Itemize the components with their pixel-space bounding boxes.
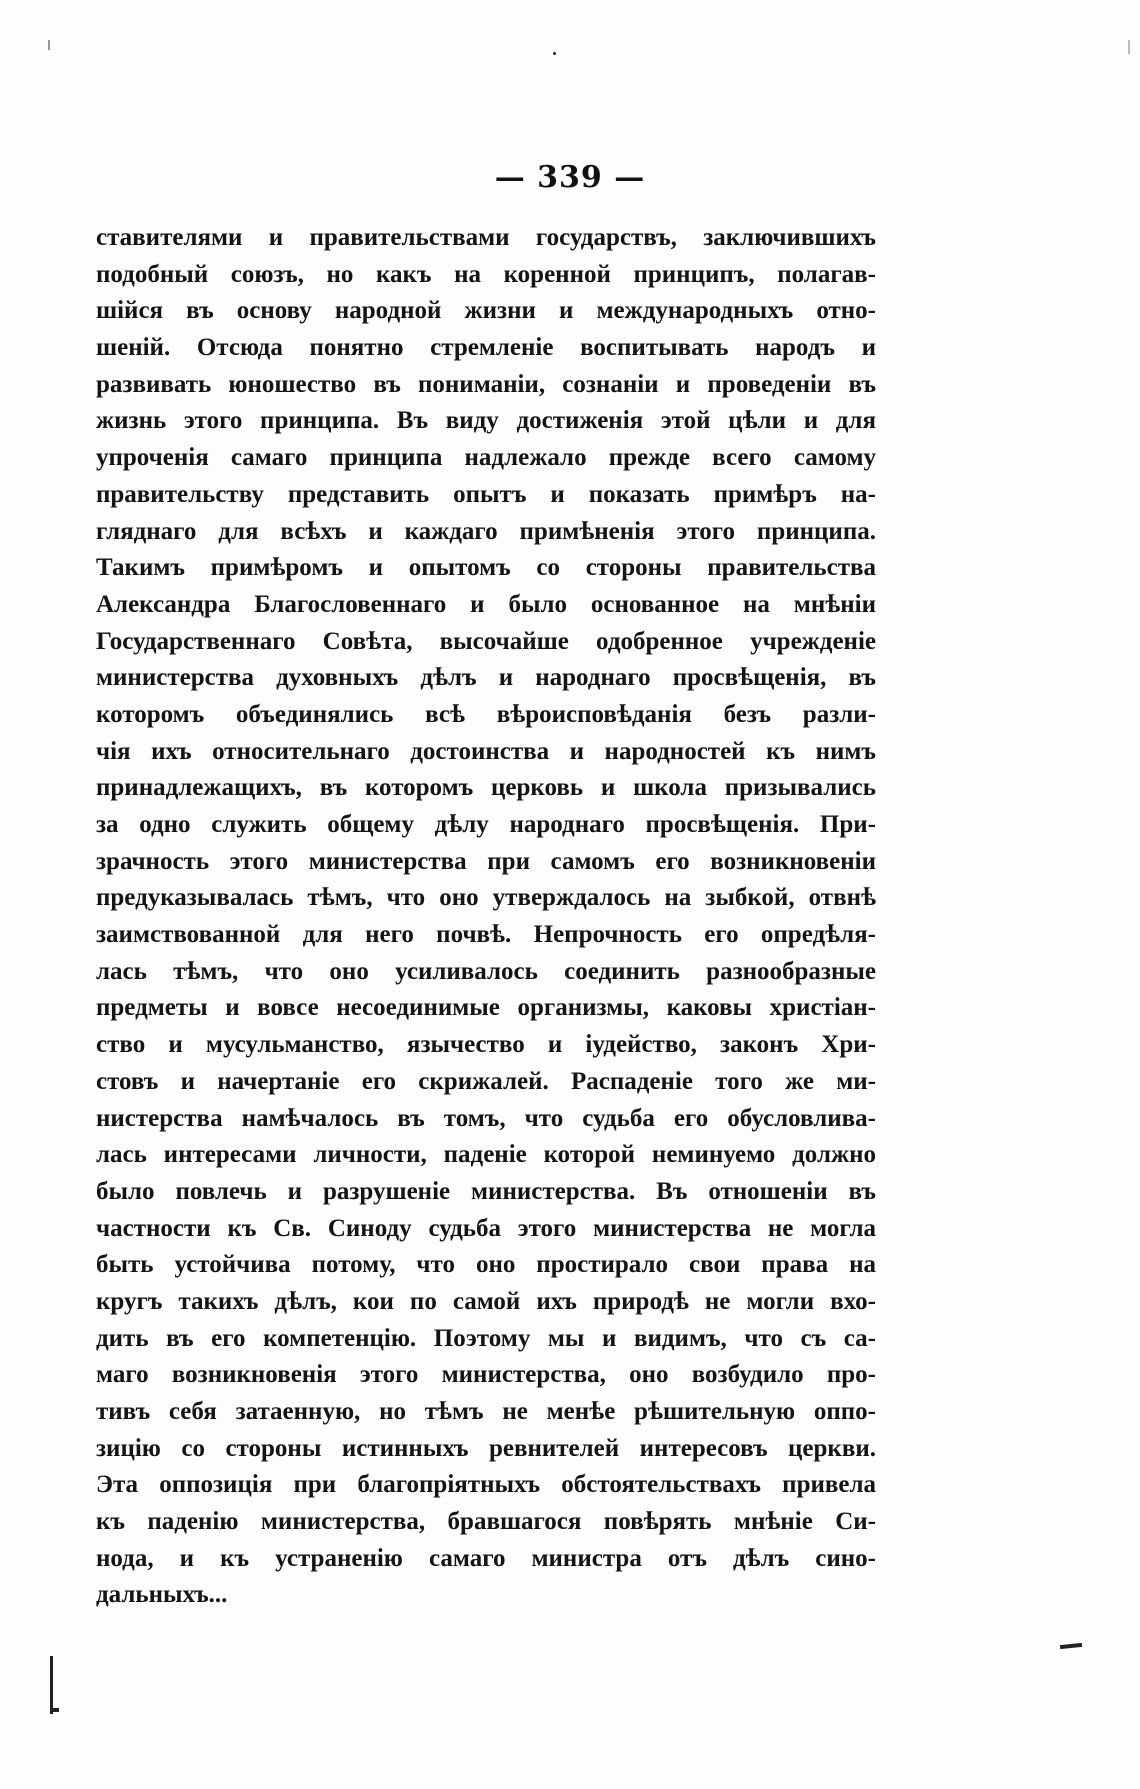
text-line: маго возникновенія этого министерства, оно возбудило про- — [96, 1361, 876, 1389]
text-line: лась тѣмъ, что оно усиливалось соединить разнообразные — [96, 957, 876, 985]
text-line: Такимъ примѣромъ и опытомъ со стороны правительства — [96, 554, 876, 582]
text-line: развивать юношество въ пониманіи, сознаніи и проведеніи въ — [96, 370, 876, 398]
text-line: заимствованной для него почвѣ. Непрочность его опредѣля- — [96, 921, 876, 949]
text-line: шійся въ основу народной жизни и международныхъ отно- — [96, 297, 876, 325]
body-text — [96, 220, 876, 1614]
scan-mark — [50, 1656, 53, 1714]
text-line: зицію со стороны истинныхъ ревнителей интересовъ церкви. — [96, 1434, 876, 1462]
text-line: подобный союзъ, но какъ на коренной принципъ, полагав- — [96, 260, 876, 288]
text-line: Государственнаго Совѣта, высочайше одобренное учрежденіе — [96, 627, 876, 655]
text-line: дить въ его компетенцію. Поэтому мы и видимъ, что съ са- — [96, 1324, 876, 1352]
text-line: Александра Благословеннаго и было основанное на мнѣніи — [96, 590, 876, 618]
text-line: шеній. Отсюда понятно стремленіе воспитывать народъ и — [96, 334, 876, 362]
scan-mark — [1128, 40, 1130, 54]
text-line: за одно служить общему дѣлу народнаго просвѣщенія. При- — [96, 811, 876, 838]
text-line: стовъ и начертаніе его скрижалей. Распаденіе того же ми- — [96, 1067, 876, 1095]
text-line: жизнь этого принципа. Въ виду достиженія этой цѣли и для — [96, 407, 876, 435]
text-line: частности къ Св. Синоду судьба этого министерства не могла — [96, 1214, 876, 1242]
text-line: нода, и къ устраненію самаго министра отъ дѣлъ сино- — [96, 1544, 876, 1572]
text-line: къ паденію министерства, бравшагося повѣрять мнѣніе Си- — [96, 1508, 876, 1536]
text-line: было повлечь и разрушеніе министерства. Въ отношеніи въ — [96, 1177, 876, 1205]
text-line: чія ихъ относительнаго достоинства и народностей къ нимъ — [96, 737, 876, 765]
page-number: — 339 — — [494, 160, 646, 195]
text-line: Эта оппозиція при благопріятныхъ обстоятельствахъ привела — [96, 1471, 876, 1499]
text-line: правительству представить опытъ и показать примѣръ на- — [96, 480, 876, 508]
text-line: предметы и вовсе несоединимые организмы, каковы христіан- — [96, 994, 876, 1022]
text-line: зрачность этого министерства при самомъ его возникновеніи — [96, 847, 876, 875]
scan-mark — [553, 52, 556, 55]
scan-mark — [1060, 1643, 1082, 1649]
text-line: гляднаго для всѣхъ и каждаго примѣненія этого принципа. — [96, 517, 876, 545]
text-line: принадлежащихъ, въ которомъ церковь и школа призывались — [96, 774, 876, 802]
text-line: ство и мусульманство, язычество и іудейство, законъ Хри- — [96, 1031, 876, 1059]
text-line-final: дальныхъ... — [96, 1581, 228, 1609]
scan-mark — [48, 40, 50, 50]
text-line: упроченія самаго принципа надлежало прежде всего самому — [96, 444, 876, 472]
text-line: министерства духовныхъ дѣлъ и народнаго просвѣщенія, въ — [96, 664, 876, 692]
text-line: кругъ такихъ дѣлъ, кои по самой ихъ природѣ не могли вхо- — [96, 1287, 876, 1315]
text-line: предуказывалась тѣмъ, что оно утверждалось на зыбкой, отвнѣ — [96, 884, 876, 912]
scan-mark — [50, 1708, 59, 1712]
text-line: лась интересами личности, паденіе которой неминуемо должно — [96, 1141, 876, 1169]
text-line: быть устойчива потому, что оно простирало свои права на — [96, 1251, 876, 1279]
text-line: нистерства намѣчалось въ томъ, что судьба его обусловлива- — [96, 1104, 876, 1132]
text-line: ставителями и правительствами государствъ, заключившихъ — [96, 224, 876, 251]
text-line: тивъ себя затаенную, но тѣмъ не менѣе рѣшительную оппо- — [96, 1398, 876, 1425]
text-line: которомъ объединялись всѣ вѣроисповѣданія безъ разли- — [96, 700, 876, 728]
